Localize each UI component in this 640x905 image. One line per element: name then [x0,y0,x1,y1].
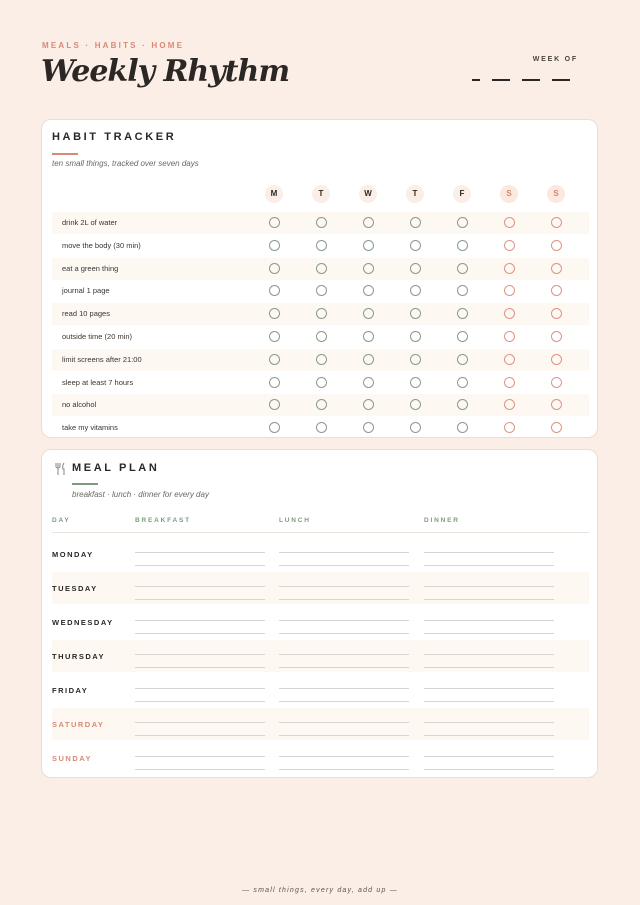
habit-checkbox[interactable] [363,308,374,319]
habit-accent-line [52,153,78,155]
meal-entry-line[interactable] [424,667,554,668]
habit-checkbox[interactable] [363,377,374,388]
habit-checkbox[interactable] [363,399,374,410]
meal-day-label: FRIDAY [52,686,89,695]
habit-checkbox[interactable] [457,331,468,342]
habit-label: limit screens after 21:00 [62,354,142,364]
habit-checkbox[interactable] [551,217,562,228]
habit-checkbox[interactable] [457,399,468,410]
habit-checkbox[interactable] [316,377,327,388]
meal-entry-line[interactable] [135,667,265,668]
meal-entry-line[interactable] [279,667,409,668]
meal-row [52,708,589,740]
habit-checkbox[interactable] [551,285,562,296]
meal-day-label: MONDAY [52,550,94,559]
habit-label: sleep at least 7 hours [62,377,134,387]
week-of-label: WEEK OF [532,56,578,63]
habit-checkbox[interactable] [504,308,515,319]
meal-entry-line[interactable] [135,552,265,553]
habit-checkbox[interactable] [316,263,327,274]
meal-entry-line[interactable] [135,654,265,655]
habit-row [52,372,589,394]
week-of-blanks[interactable] [472,79,578,83]
habit-checkbox[interactable] [410,263,421,274]
meal-entry-line[interactable] [424,688,554,689]
habit-checkbox[interactable] [410,217,421,228]
habit-checkbox[interactable] [551,331,562,342]
habit-tracker-card [41,119,598,438]
meal-entry-line[interactable] [279,722,409,723]
habit-checkbox[interactable] [316,331,327,342]
habit-checkbox[interactable] [269,308,280,319]
habit-label: outside time (20 min) [62,332,133,341]
habit-checkbox[interactable] [363,354,374,365]
habit-checkbox[interactable] [316,354,327,365]
habit-checkbox[interactable] [457,308,468,319]
col-head-day: DAY [52,517,71,524]
habit-checkbox[interactable] [269,217,280,228]
habit-checkbox[interactable] [457,217,468,228]
col-head-dinner: DINNER [424,517,460,524]
meal-entry-line[interactable] [135,620,265,621]
meal-row [52,606,589,638]
col-head-lunch: LUNCH [279,517,311,524]
habit-label: eat a green thing [62,263,119,273]
day-header: T [406,185,424,203]
habit-checkbox[interactable] [269,285,280,296]
habit-checkbox[interactable] [410,240,421,251]
habit-checkbox[interactable] [269,354,280,365]
meal-entry-line[interactable] [424,620,554,621]
meal-row [52,538,589,570]
habit-checkbox[interactable] [551,240,562,251]
habit-checkbox[interactable] [363,240,374,251]
habit-row [52,417,589,439]
habit-checkbox[interactable] [269,263,280,274]
meal-entry-line[interactable] [279,565,409,566]
habit-row [52,235,589,257]
meal-entry-line[interactable] [424,552,554,553]
day-header: F [453,185,471,203]
habit-row [52,394,589,416]
habit-label: drink 2L of water [62,218,118,227]
day-header: M [265,185,283,203]
habit-tracker-subtitle: ten small things, tracked over seven days [52,159,199,168]
habit-row [52,349,589,371]
habit-checkbox[interactable] [551,422,562,433]
habit-row [52,258,589,280]
meal-entry-line[interactable] [135,701,265,702]
habit-checkbox[interactable] [269,331,280,342]
habit-row [52,303,589,325]
habit-checkbox[interactable] [363,422,374,433]
habit-checkbox[interactable] [410,422,421,433]
habit-checkbox[interactable] [457,422,468,433]
habit-checkbox[interactable] [410,399,421,410]
meal-day-label: SUNDAY [52,754,92,763]
habit-checkbox[interactable] [551,263,562,274]
meal-day-label: THURSDAY [52,652,105,661]
habit-checkbox[interactable] [410,308,421,319]
habit-checkbox[interactable] [504,217,515,228]
meal-entry-line[interactable] [279,756,409,757]
habit-checkbox[interactable] [269,377,280,388]
habit-row [52,212,589,234]
meal-accent-line [72,483,98,485]
meal-day-label: WEDNESDAY [52,618,114,627]
habit-label: no alcohol [62,400,97,410]
meal-entry-line[interactable] [135,633,265,634]
habit-row [52,326,589,348]
habit-checkbox[interactable] [551,354,562,365]
habit-checkbox[interactable] [457,240,468,251]
eyebrow: MEALS · HABITS · HOME [42,41,185,50]
habit-checkbox[interactable] [410,331,421,342]
habit-checkbox[interactable] [316,399,327,410]
meal-entry-line[interactable] [135,688,265,689]
meal-entry-line[interactable] [279,688,409,689]
habit-checkbox[interactable] [457,263,468,274]
habit-checkbox[interactable] [551,399,562,410]
habit-checkbox[interactable] [457,354,468,365]
meal-entry-line[interactable] [135,565,265,566]
meal-entry-line[interactable] [424,565,554,566]
page-title: Weekly Rhythm [41,54,290,89]
meal-entry-line[interactable] [279,620,409,621]
habit-label: take my vitamins [62,423,118,433]
meal-entry-line[interactable] [424,701,554,702]
day-header: S [500,185,518,203]
meal-plan-subtitle: breakfast · lunch · dinner for every day [72,490,209,499]
habit-checkbox[interactable] [410,354,421,365]
habit-label: move the body (30 min) [62,240,141,250]
meal-row [52,674,589,706]
habit-checkbox[interactable] [269,399,280,410]
habit-checkbox[interactable] [504,240,515,251]
meal-entry-line[interactable] [424,735,554,736]
meal-entry-line[interactable] [424,756,554,757]
habit-checkbox[interactable] [363,331,374,342]
meal-entry-line[interactable] [424,769,554,770]
meal-entry-line[interactable] [135,735,265,736]
meal-entry-line[interactable] [135,756,265,757]
habit-checkbox[interactable] [269,240,280,251]
meal-entry-line[interactable] [135,722,265,723]
day-header: S [547,185,565,203]
meal-entry-line[interactable] [279,599,409,600]
habit-checkbox[interactable] [316,422,327,433]
habit-checkbox[interactable] [551,377,562,388]
habit-checkbox[interactable] [504,399,515,410]
habit-tracker-title: HABIT TRACKER [52,131,177,143]
habit-checkbox[interactable] [316,308,327,319]
habit-checkbox[interactable] [269,422,280,433]
meal-plan-card [41,449,598,778]
habit-checkbox[interactable] [504,377,515,388]
habit-label: journal 1 page [62,286,110,296]
habit-checkbox[interactable] [504,354,515,365]
habit-checkbox[interactable] [316,240,327,251]
fork-knife-icon [54,462,66,476]
day-header: W [359,185,377,203]
meal-entry-line[interactable] [424,586,554,587]
meal-header-divider [52,532,589,533]
habit-checkbox[interactable] [457,285,468,296]
meal-entry-line[interactable] [424,633,554,634]
meal-row [52,572,589,604]
meal-entry-line[interactable] [279,586,409,587]
habit-checkbox[interactable] [551,308,562,319]
habit-checkbox[interactable] [363,263,374,274]
habit-checkbox[interactable] [457,377,468,388]
habit-checkbox[interactable] [504,263,515,274]
habit-checkbox[interactable] [316,217,327,228]
meal-day-label: SATURDAY [52,720,105,729]
habit-checkbox[interactable] [316,285,327,296]
meal-plan-title: MEAL PLAN [72,462,160,474]
habit-label: read 10 pages [62,309,110,319]
meal-entry-line[interactable] [279,769,409,770]
meal-entry-line[interactable] [424,654,554,655]
footer-tagline: — small things, every day, add up — [242,887,398,894]
habit-checkbox[interactable] [504,285,515,296]
meal-row [52,742,589,774]
meal-row [52,640,589,672]
habit-row [52,280,589,302]
habit-checkbox[interactable] [363,285,374,296]
meal-entry-line[interactable] [135,769,265,770]
meal-entry-line[interactable] [279,735,409,736]
meal-entry-line[interactable] [135,599,265,600]
meal-entry-line[interactable] [135,586,265,587]
meal-entry-line[interactable] [279,552,409,553]
col-head-breakfast: BREAKFAST [135,517,191,524]
meal-entry-line[interactable] [279,633,409,634]
day-header: T [312,185,330,203]
meal-entry-line[interactable] [424,722,554,723]
meal-day-label: TUESDAY [52,584,98,593]
habit-checkbox[interactable] [504,331,515,342]
habit-checkbox[interactable] [410,377,421,388]
meal-entry-line[interactable] [279,701,409,702]
habit-checkbox[interactable] [504,422,515,433]
habit-checkbox[interactable] [363,217,374,228]
meal-entry-line[interactable] [279,654,409,655]
meal-entry-line[interactable] [424,599,554,600]
habit-checkbox[interactable] [410,285,421,296]
